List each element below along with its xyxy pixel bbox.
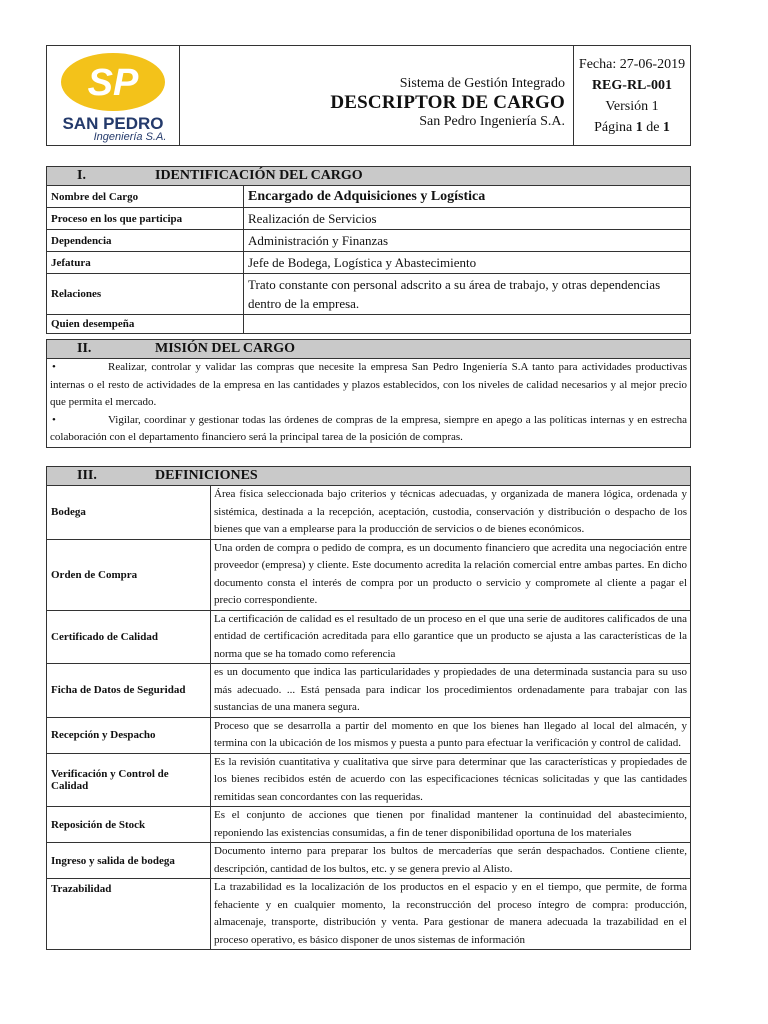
table-row <box>47 186 691 208</box>
logo-subtitle: Ingeniería S.A. <box>93 131 167 143</box>
row-label: Nombre del Cargo <box>47 186 244 208</box>
definition-term: Reposición de Stock <box>47 807 211 843</box>
definition-text: La certificación de calidad es el resultado de un proceso en el que una serie de auditores calificados de una entidad de certificación acreditada para ello garantice que un producto se ajusta a las características de la norma que se ha tomado como referencia <box>211 610 691 664</box>
header-title-cell <box>180 46 574 146</box>
mission-paragraph: Realizar, controlar y validar las compras que necesite la empresa San Pedro Ingeniería S.A tanto para actividades productivas internas o el resto de actividades de la empresa en las cantidades y plazos establecidos, con los niveles de calidad necesarios y al mejor precio que permita el mercado. <box>50 361 687 408</box>
company-name: San Pedro Ingeniería S.A. <box>419 113 565 129</box>
mission-item <box>50 412 687 447</box>
table-row <box>47 539 691 610</box>
bullet-icon: • <box>52 361 56 373</box>
definition-term: Recepción y Despacho <box>47 717 211 753</box>
section-header <box>47 340 691 359</box>
table-row <box>47 664 691 718</box>
document-title: DESCRIPTOR DE CARGO <box>330 91 565 113</box>
document-version: Versión 1 <box>605 98 659 114</box>
row-value: Trato constante con personal adscrito a su área de trabajo, y otras dependencias dentro de la empresa. <box>244 274 691 315</box>
definition-term: Orden de Compra <box>47 539 211 610</box>
section-header <box>47 467 691 486</box>
row-label: Relaciones <box>47 274 244 315</box>
definition-term: Bodega <box>47 486 211 540</box>
table-row <box>47 610 691 664</box>
svg-text:SP: SP <box>87 62 139 104</box>
document-header <box>46 45 691 146</box>
row-label: Quien desempeña <box>47 315 244 334</box>
row-label: Jefatura <box>47 252 244 274</box>
definition-text: Una orden de compra o pedido de compra, es un documento financiero que acredita una negociación entre proveedor (empresa) y cliente. Este documento acredita la relación comercial entre ambas partes. En dicho documento consta el interés de compra por un producto o servicio y compromete al cliente a pagar el precio correspondiente. <box>211 539 691 610</box>
table-row <box>47 274 691 315</box>
table-row <box>47 252 691 274</box>
mission-paragraph: Vigilar, coordinar y gestionar todas las órdenes de compras de la empresa, siempre en apego a las políticas internas y en estrecha colaboración con el departamento financiero será la principal tarea de la posición de compras. <box>50 413 687 443</box>
section-header <box>47 167 691 186</box>
table-row <box>47 879 691 950</box>
definition-text: La trazabilidad es la localización de los productos en el espacio y en el tiempo, que permite, de forma fehaciente y en cualquier momento, la reconstrucción del proceso íntegro de compra: producción, almacenaje, transporte, distribución y venta. Para gestionar de manera adecuada la trazabilidad en el proceso operativo, es básico disponer de unos sistemas de información <box>211 879 691 950</box>
definition-text: Es el conjunto de acciones que tienen por finalidad mantener la continuidad del abastecimiento, reponiendo las existencias consumidas, a fin de tener disponibilidad oportuna de los materiales <box>211 807 691 843</box>
table-row <box>47 843 691 879</box>
page-total: 1 <box>662 119 670 135</box>
header-meta-cell <box>574 46 691 146</box>
page-indicator <box>574 117 690 138</box>
table-row <box>47 717 691 753</box>
page-prefix: Página <box>594 119 636 135</box>
table-row <box>47 807 691 843</box>
definition-text: Área física seleccionada bajo criterios y técnicas adecuadas, y organizada de manera lógica, ordenada y sistémica, destinada a la recepción, aceptación, custodia, conservación y distribución o despacho de los bienes que van a emplearse para la producción de servicios o de bienes económicos. <box>211 486 691 540</box>
logo-cell <box>47 46 180 146</box>
definition-term: Trazabilidad <box>47 879 211 950</box>
table-row <box>47 359 691 448</box>
row-value: Realización de Servicios <box>244 208 691 230</box>
table-row <box>47 753 691 807</box>
definition-text: Proceso que se desarrolla a partir del momento en que los bienes han llegado al local del almacén, y termina con la ubicación de los mismos y puesta a punto para efectuar la verificación y control de calidad. <box>211 717 691 753</box>
document-code: REG-RL-001 <box>591 77 673 93</box>
definitions-table <box>46 466 691 950</box>
system-name: Sistema de Gestión Integrado <box>399 75 565 91</box>
definition-term: Ficha de Datos de Seguridad <box>47 664 211 718</box>
company-logo <box>47 46 179 145</box>
definition-text: Es la revisión cuantitativa y cualitativa que sirve para determinar que las características y propiedades de los bienes recibidos estén de acuerdo con las especificaciones técnicas solicitadas y que las cantidades remitidas sean concordantes con las requeridas. <box>211 753 691 807</box>
row-label: Dependencia <box>47 230 244 252</box>
table-row <box>47 315 691 334</box>
mission-item <box>50 359 687 412</box>
definition-term: Ingreso y salida de bodega <box>47 843 211 879</box>
definition-text: Documento interno para preparar los bultos de mercaderías que serán despachados. Contiene cliente, descripción, cantidad de los bultos, etc. y se genera previo al Alisto. <box>211 843 691 879</box>
table-row <box>47 486 691 540</box>
section-number: II. <box>77 341 92 356</box>
definition-text: es un documento que indica las particularidades y propiedades de una determinada sustancia para su uso más adecuado. ... Está pensada para indicar los procedimientos ordenadamente para trabajar con las sustancias de una manera segura. <box>211 664 691 718</box>
section-title: MISIÓN DEL CARGO <box>155 341 296 356</box>
row-label: Proceso en los que participa <box>47 208 244 230</box>
row-value <box>244 315 691 334</box>
page-number: 1 <box>635 119 643 135</box>
definition-term: Verificación y Control de Calidad <box>47 753 211 807</box>
identification-table <box>46 166 691 334</box>
mission-text <box>47 359 691 448</box>
row-value: Encargado de Adquisiciones y Logística <box>244 186 691 208</box>
bullet-icon: • <box>52 413 56 426</box>
row-value: Jefe de Bodega, Logística y Abastecimiento <box>244 252 691 274</box>
logo-name: SAN PEDRO <box>62 114 164 133</box>
mission-table <box>46 339 691 448</box>
section-number: III. <box>77 468 97 483</box>
section-title: IDENTIFICACIÓN DEL CARGO <box>155 168 363 183</box>
logo-mark-icon <box>58 51 168 113</box>
table-row <box>47 208 691 230</box>
definition-term: Certificado de Calidad <box>47 610 211 664</box>
section-number: I. <box>77 168 86 183</box>
table-row <box>47 230 691 252</box>
row-value: Administración y Finanzas <box>244 230 691 252</box>
section-title: DEFINICIONES <box>155 468 258 483</box>
page-separator: de <box>642 119 663 135</box>
document-date: Fecha: 27-06-2019 <box>578 56 686 72</box>
